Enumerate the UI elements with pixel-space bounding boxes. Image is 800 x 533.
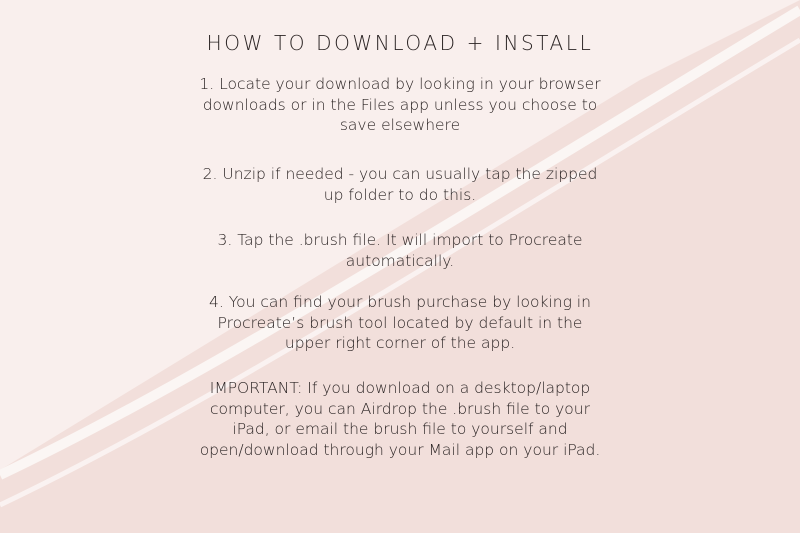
- step-line: 1. Locate your download by looking in your browser: [199, 75, 601, 93]
- step-line: 3. Tap the .brush file. It will import to Procreate: [217, 231, 583, 249]
- step-important: [170, 378, 630, 460]
- step-line: Procreate’s brush tool located by default in the: [217, 313, 583, 332]
- step-find-brush: [170, 292, 630, 354]
- step-line: 2. Unzip if needed - you can usually tap the zipped: [202, 165, 598, 183]
- step-unzip: [170, 164, 630, 205]
- step-line: up folder to do this.: [323, 185, 477, 204]
- step-line: open/download through your Mail app on your iPad.: [199, 440, 601, 459]
- step-tap-brush: [170, 230, 630, 271]
- step-line: save elsewhere: [339, 116, 461, 134]
- step-line: computer, you can Airdrop the .brush file to your: [210, 399, 590, 418]
- step-line: upper right corner of the app.: [284, 334, 516, 352]
- step-line: automatically.: [345, 251, 455, 270]
- step-line: downloads or in the Files app unless you choose to: [202, 95, 598, 114]
- step-locate: [170, 74, 630, 136]
- page-title: HOW TO DOWNLOAD + INSTALL: [206, 31, 594, 55]
- step-line: IMPORTANT: If you download on a desktop/laptop: [209, 379, 591, 397]
- step-line: iPad, or email the brush file to yourself and: [232, 420, 568, 438]
- step-line: 4. You can find your brush purchase by looking in: [209, 293, 591, 311]
